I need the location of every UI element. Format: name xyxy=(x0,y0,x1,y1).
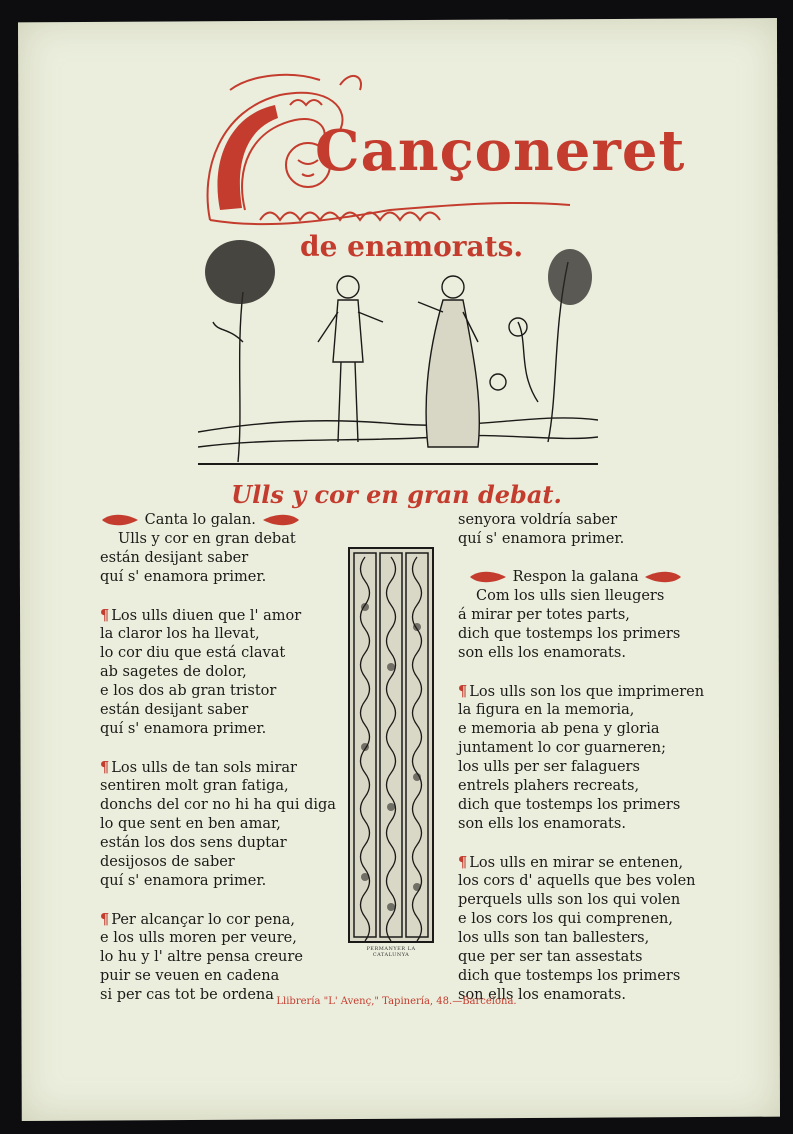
verse-line: lo hu y l' altre pensa creure xyxy=(100,949,303,965)
verse-line: sentiren molt gran fatiga, xyxy=(100,778,289,794)
verse-line: senyora voldría saber xyxy=(458,512,618,528)
verse-line: dich que tostemps los primers xyxy=(458,968,681,984)
verse-line: juntament lo cor guarneren; xyxy=(458,740,666,756)
verse-line: ¶ Per alcançar lo cor pena, xyxy=(100,911,295,928)
woodcut-illustration-icon xyxy=(198,232,598,466)
verse-line: dich que tostemps los primers xyxy=(458,797,681,813)
pilcrow-icon: ¶ xyxy=(458,854,468,871)
verse-line: que per ser tan assestats xyxy=(458,949,643,965)
verse-line: son ells los enamorats. xyxy=(458,987,626,1003)
verse-line: los ulls per ser falaguers xyxy=(458,759,640,775)
verse-line: puir se veuen en cadena xyxy=(100,968,280,984)
left-heading: Canta lo galan. xyxy=(144,512,256,528)
verse-line: ¶ Los ulls de tan sols mirar xyxy=(100,759,297,776)
pilcrow-icon: ¶ xyxy=(100,759,110,776)
flourish-right-icon xyxy=(643,570,683,584)
verse-line: los cors d' aquells que bes volen xyxy=(458,873,696,889)
pilcrow-icon: ¶ xyxy=(100,607,110,624)
poem-title: Ulls y cor en gran debat. xyxy=(231,480,562,509)
left-heading-line xyxy=(100,511,336,530)
verse-line: la figura en la memoria, xyxy=(458,702,635,718)
flourish-left-icon xyxy=(468,570,508,584)
verse-line: son ells los enamorats. xyxy=(458,816,626,832)
verse-line: quí s' enamora primer. xyxy=(100,569,267,585)
verse-line: los ulls son tan ballesters, xyxy=(458,930,650,946)
border-caption: PERMANYER LA CATALUNYA xyxy=(366,946,416,958)
verse-line: quí s' enamora primer. xyxy=(458,531,625,547)
verse-line: están los dos sens duptar xyxy=(100,835,287,851)
verse-line: ¶ Los ulls diuen que l' amor xyxy=(100,607,302,624)
verse-line: si per cas tot be ordena xyxy=(100,987,274,1003)
verse-line: Ulls y cor en gran debat xyxy=(118,531,296,547)
verse-line: quí s' enamora primer. xyxy=(100,873,267,889)
verse-line: ¶ Los ulls son los que imprimeren xyxy=(458,683,705,700)
verse-line: quí s' enamora primer. xyxy=(100,721,267,737)
publisher-footer: Llibrería "L' Avenç," Tapinería, 48.—Barcelona. xyxy=(276,996,517,1007)
verse-line: ¶ Los ulls en mirar se entenen, xyxy=(458,854,684,871)
left-column xyxy=(100,511,336,1005)
right-heading: Respon la galana xyxy=(512,569,639,585)
verse-line: están desijant saber xyxy=(100,550,249,566)
verse-line: desijosos de saber xyxy=(100,854,235,870)
verse-line: e los ulls moren per veure, xyxy=(100,930,297,946)
verse-line: entrels plahers recreats, xyxy=(458,778,640,794)
pilcrow-icon: ¶ xyxy=(458,683,468,700)
verse-line: donchs del cor no hi ha qui diga xyxy=(100,797,336,813)
right-heading-line xyxy=(458,568,704,587)
subtitle-text: de enamorats. xyxy=(300,230,524,263)
verse-line: Com los ulls sien lleugers xyxy=(476,588,665,604)
right-column xyxy=(458,511,704,1005)
verse-line: ab sagetes de dolor, xyxy=(100,664,247,680)
verse-line: perquels ulls son los qui volen xyxy=(458,892,681,908)
verse-line: lo que sent en ben amar, xyxy=(100,816,281,832)
pilcrow-icon: ¶ xyxy=(100,911,110,928)
flourish-left-icon xyxy=(100,513,140,527)
verse-line: están desijant saber xyxy=(100,702,249,718)
verse-line: lo cor diu que está clavat xyxy=(100,645,286,661)
decorative-border-icon xyxy=(348,547,434,943)
verse-line: la claror los ha llevat, xyxy=(100,626,260,642)
verse-line: dich que tostemps los primers xyxy=(458,626,681,642)
verse-line: á mirar per totes parts, xyxy=(458,607,630,623)
title-text: Cançoneret xyxy=(315,118,686,184)
verse-line: e los cors los qui comprenen, xyxy=(458,911,673,927)
verse-line: son ells los enamorats. xyxy=(458,645,626,661)
verse-line: e memoria ab pena y gloria xyxy=(458,721,660,737)
flourish-right-icon xyxy=(261,513,301,527)
verse-line: e los dos ab gran tristor xyxy=(100,683,277,699)
